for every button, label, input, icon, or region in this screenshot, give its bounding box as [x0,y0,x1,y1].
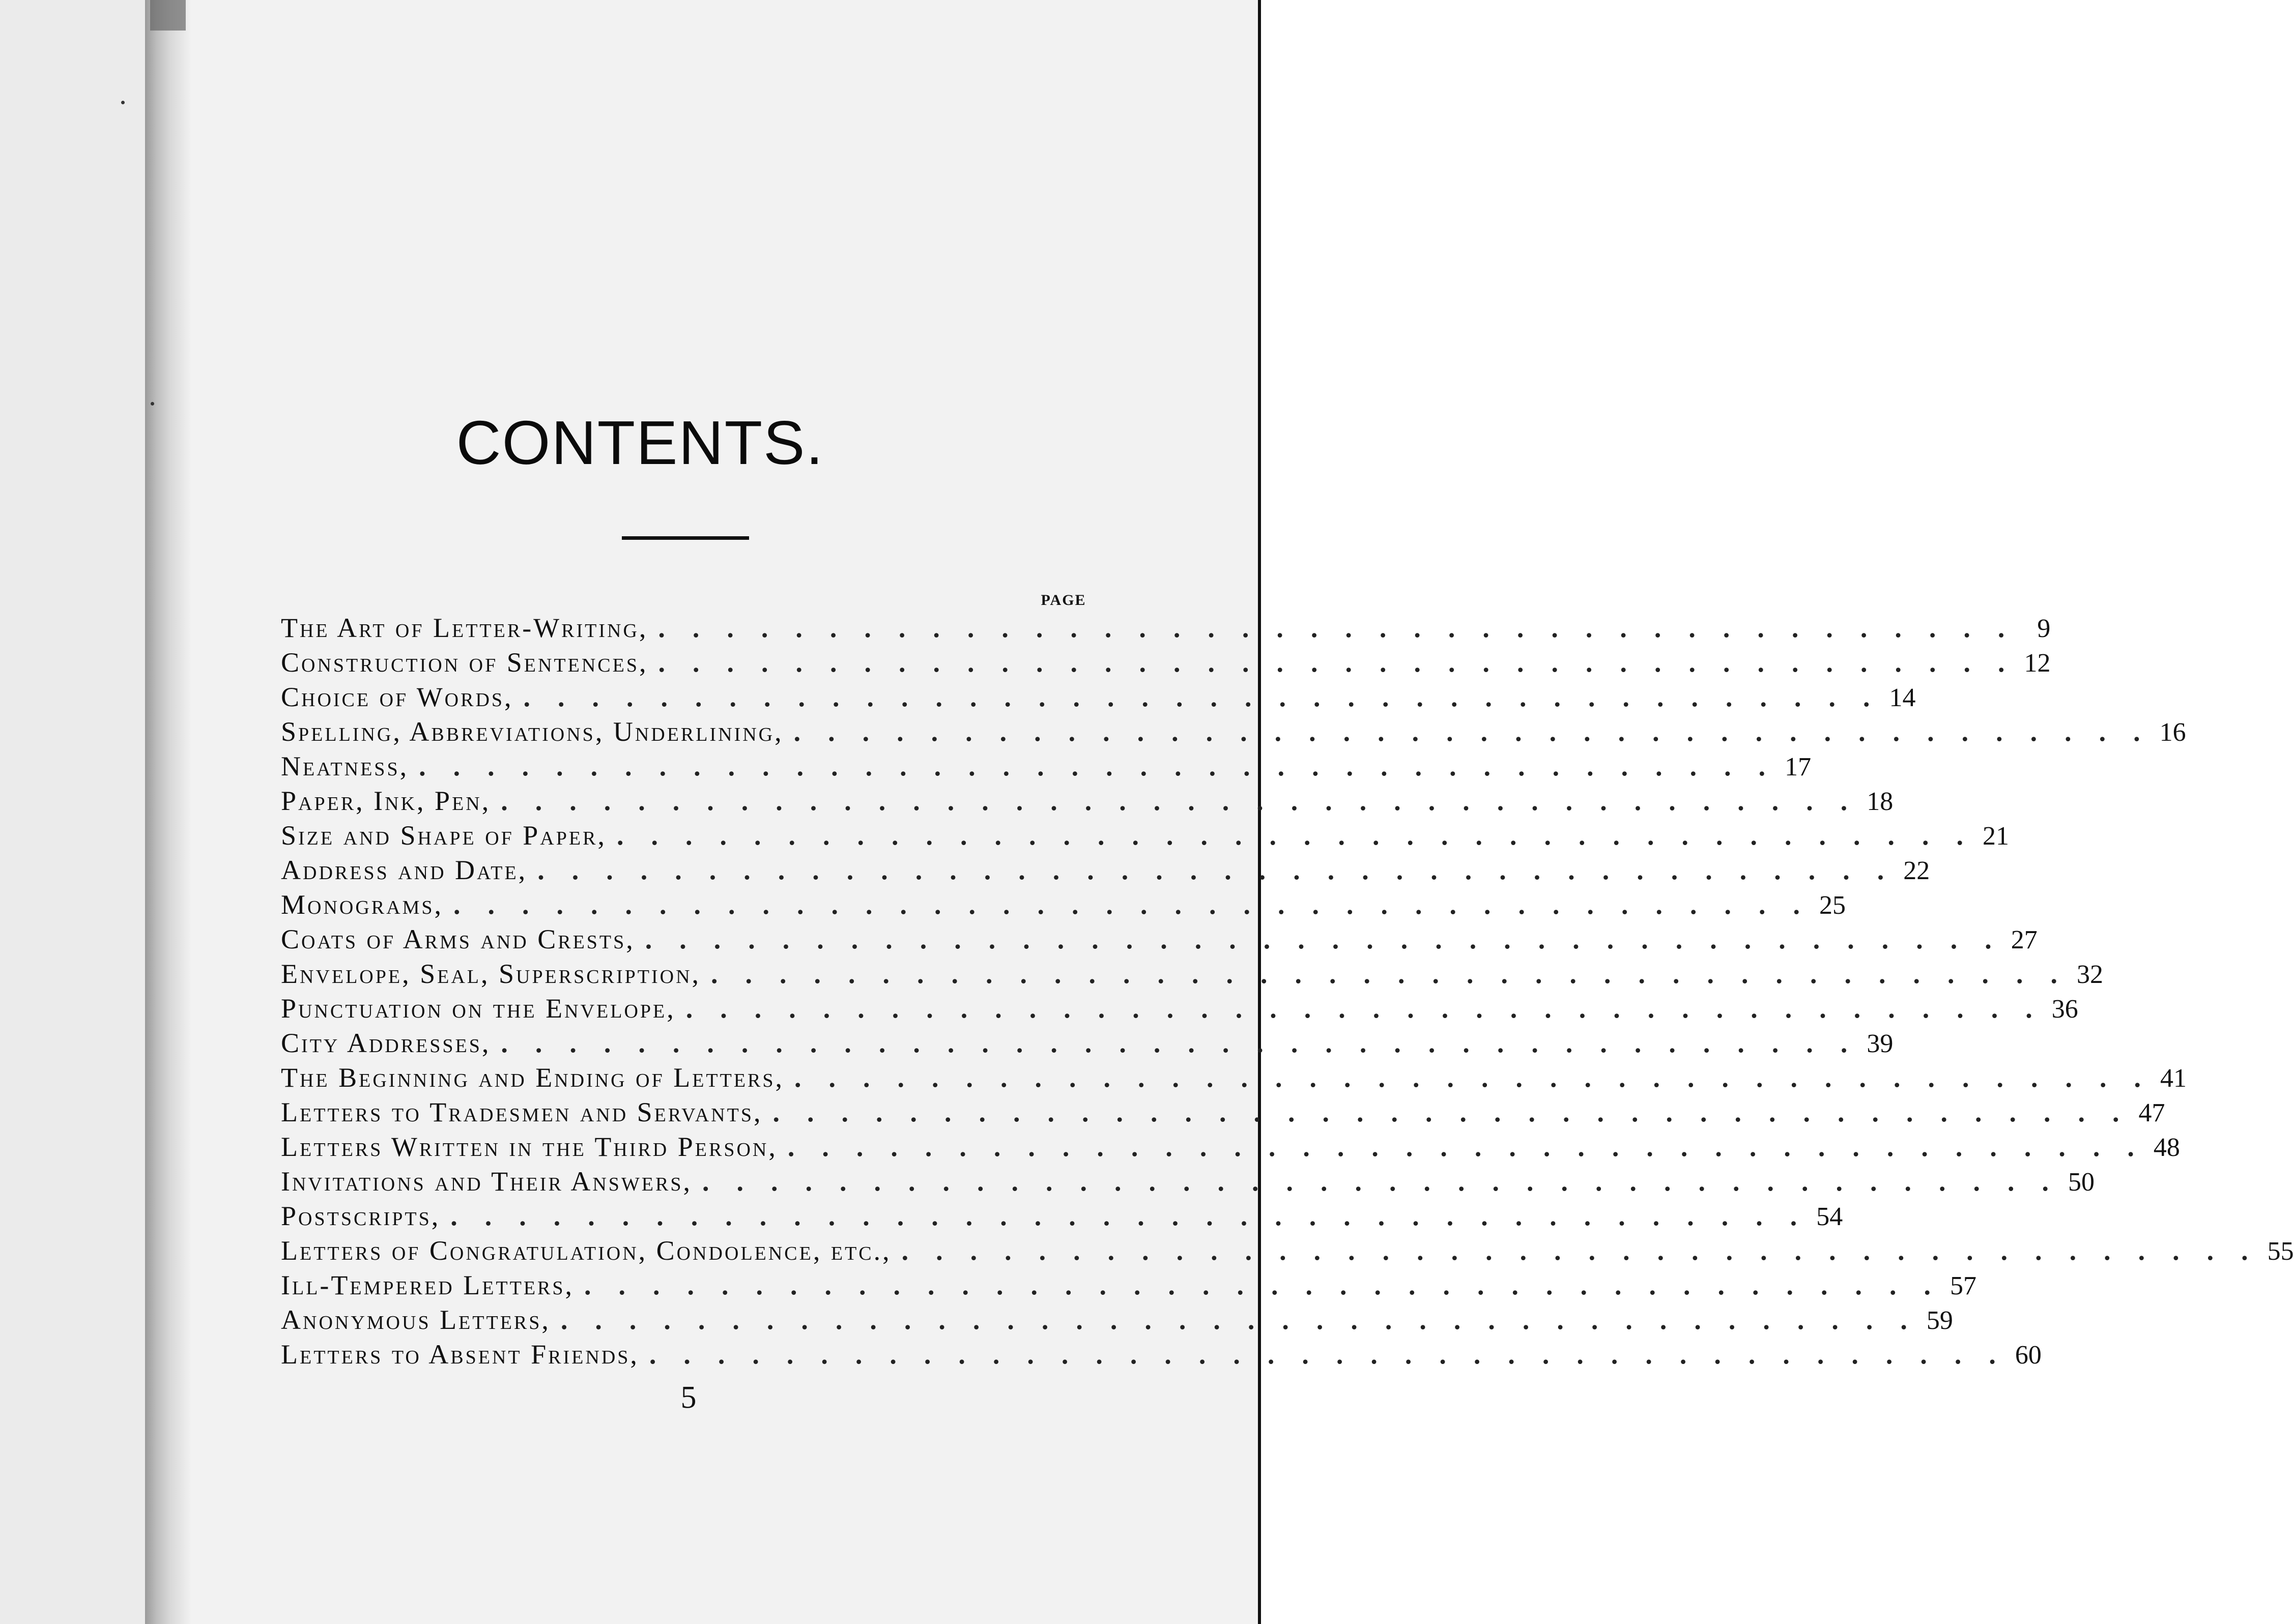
dot-leader: . . . . . . . . . . . . . . . . . . . . . . . . . . . . . . . . . . . . . . . . [584,1270,1931,1300]
toc-entry [281,714,2186,749]
toc-entry [281,1129,2180,1164]
dot-leader: . . . . . . . . . . . . . . . . . . . . . . . . . . . . . . . . . . . . . . . . [537,855,1884,885]
toc-entry-page: 27 [2011,925,2038,954]
toc-entry-title: Envelope, Seal, Superscription, [281,959,701,989]
dot-leader: . . . . . . . . . . . . . . . . . . . . . . . . . . . . . . . . . . . . . . . . [501,1028,1848,1058]
toc-entry [281,1164,2095,1199]
toc-entry-page: 57 [1950,1271,1977,1300]
toc-entry-title: Letters Written in the Third Person, [281,1132,778,1162]
toc-entry [281,680,1916,714]
toc-entry-title: The Beginning and Ending of Letters, [281,1062,785,1093]
toc-entry-title: Choice of Words, [281,682,513,712]
toc-entry [281,1199,1843,1233]
dot-leader: . . . . . . . . . . . . . . . . . . . . . . . . . . . . . . . . . . . . . . . . [645,924,1992,954]
toc-entry [281,1095,2165,1129]
toc-entry-page: 55 [2267,1237,2294,1266]
dot-leader: . . . . . . . . . . . . . . . . . . . . . . . . . . . . . . . . . . . . . . . . [711,959,2058,989]
dot-leader: . . . . . . . . . . . . . . . . . . . . . . . . . . . . . . . . . . . . . . . . [453,889,1800,920]
toc-entry [281,887,1846,922]
dot-leader: . . . . . . . . . . . . . . . . . . . . . . . . . . . . . . . . . . . . . . . . [772,1097,2119,1127]
dot-leader: . . . . . . . . . . . . . . . . . . . . . . . . . . . . . . . . . . . . . . . . [523,682,1870,712]
toc-entry-title: The Art of Letter-Writing, [281,613,648,643]
title-rule [622,536,749,540]
toc-entry [281,645,2051,680]
toc-entry-page: 39 [1867,1029,1894,1058]
toc-entry-title: Letters of Congratulation, Condolence, etc., [281,1235,892,1266]
page-column-label: PAGE [1041,592,1086,608]
toc-entry-title: Ill-Tempered Letters, [281,1270,575,1300]
toc-entry-page: 14 [1889,683,1916,712]
toc-entry-title: City Addresses, [281,1028,491,1058]
toc-entry [281,1302,1953,1337]
dust-speck [151,402,154,405]
toc-entry [281,1233,2294,1268]
toc-entry [281,818,2009,853]
toc-entry [281,784,1894,818]
dot-leader: . . . . . . . . . . . . . . . . . . . . . . . . . . . . . . . . . . . . . . . . [793,716,2140,747]
toc-entry-page: 17 [1785,752,1812,781]
toc-entry-title: Letters to Absent Friends, [281,1339,639,1370]
toc-entry-title: Address and Date, [281,855,528,885]
toc-entry-page: 18 [1867,787,1894,816]
toc-entry-page: 32 [2077,960,2104,989]
dot-leader: . . . . . . . . . . . . . . . . . . . . . . . . . . . . . . . . . . . . . . . . [901,1235,2248,1266]
toc-entry-title: Postscripts, [281,1201,441,1231]
toc-entry-page: 36 [2051,995,2078,1024]
dot-leader: . . . . . . . . . . . . . . . . . . . . . . . . . . . . . . . . . . . . . . . . [419,751,1766,781]
toc-entry [281,1026,1894,1060]
dot-leader: . . . . . . . . . . . . . . . . . . . . . . . . . . . . . . . . . . . . . . . . [450,1201,1797,1231]
table-of-contents [281,611,2294,1372]
dot-leader: . . . . . . . . . . . . . . . . . . . . . . . . . . . . . . . . . . . . . . . . [560,1304,1907,1335]
toc-entry-title: Letters to Tradesmen and Servants, [281,1097,763,1127]
dot-leader: . . . . . . . . . . . . . . . . . . . . . . . . . . . . . . . . . . . . . . . . [685,993,2032,1024]
page-number: 5 [680,1380,697,1415]
dot-leader: . . . . . . . . . . . . . . . . . . . . . . . . . . . . . . . . . . . . . . . . [702,1166,2049,1197]
toc-entry [281,611,2051,645]
toc-entry-page: 54 [1816,1202,1843,1231]
page-title: CONTENTS. [456,408,824,477]
toc-entry-title: Punctuation on the Envelope, [281,993,676,1024]
dust-speck [121,101,125,104]
dot-leader: . . . . . . . . . . . . . . . . . . . . . . . . . . . . . . . . . . . . . . . . [501,786,1848,816]
toc-entry-title: Size and Shape of Paper, [281,820,607,851]
toc-entry-title: Paper, Ink, Pen, [281,786,491,816]
toc-entry-page: 60 [2015,1341,2042,1370]
toc-entry-title: Invitations and Their Answers, [281,1166,692,1197]
toc-entry-page: 59 [1926,1306,1953,1335]
toc-entry-title: Spelling, Abbreviations, Underlining, [281,716,784,747]
toc-entry-page: 16 [2159,718,2186,747]
toc-entry [281,1337,2042,1372]
toc-entry [281,853,1930,887]
toc-entry [281,749,1812,784]
toc-entry-title: Monograms, [281,889,443,920]
toc-entry-title: Anonymous Letters, [281,1304,551,1335]
toc-entry-page: 48 [2153,1133,2180,1162]
toc-entry-title: Neatness, [281,751,409,781]
dot-leader: . . . . . . . . . . . . . . . . . . . . . . . . . . . . . . . . . . . . . . . . [787,1132,2134,1162]
toc-entry-page: 50 [2068,1168,2095,1197]
toc-entry-page: 47 [2138,1098,2165,1127]
toc-entry-page: 41 [2160,1064,2187,1093]
toc-entry [281,922,2038,956]
left-margin [0,0,145,1624]
dot-leader: . . . . . . . . . . . . . . . . . . . . . . . . . . . . . . . . . . . . . . . . [649,1339,1996,1370]
toc-entry [281,956,2104,991]
toc-entry-page: 12 [2024,649,2051,678]
toc-entry-title: Construction of Sentences, [281,647,648,678]
dot-leader: . . . . . . . . . . . . . . . . . . . . . . . . . . . . . . . . . . . . . . . . [658,647,2005,678]
spine-top-shadow [150,0,186,31]
toc-entry-title: Coats of Arms and Crests, [281,924,635,954]
toc-entry-page: 22 [1903,856,1930,885]
dot-leader: . . . . . . . . . . . . . . . . . . . . . . . . . . . . . . . . . . . . . . . . [616,820,1963,851]
toc-entry-page: 25 [1819,891,1846,920]
toc-entry [281,1060,2187,1095]
book-spine-shadow [145,0,191,1624]
toc-entry [281,1268,1977,1302]
dot-leader: . . . . . . . . . . . . . . . . . . . . . . . . . . . . . . . . . . . . . . . . [658,613,2005,643]
toc-entry-page: 9 [2037,614,2051,643]
dot-leader: . . . . . . . . . . . . . . . . . . . . . . . . . . . . . . . . . . . . . . . . [794,1062,2141,1093]
toc-entry-page: 21 [1982,822,2009,851]
toc-entry [281,991,2078,1026]
